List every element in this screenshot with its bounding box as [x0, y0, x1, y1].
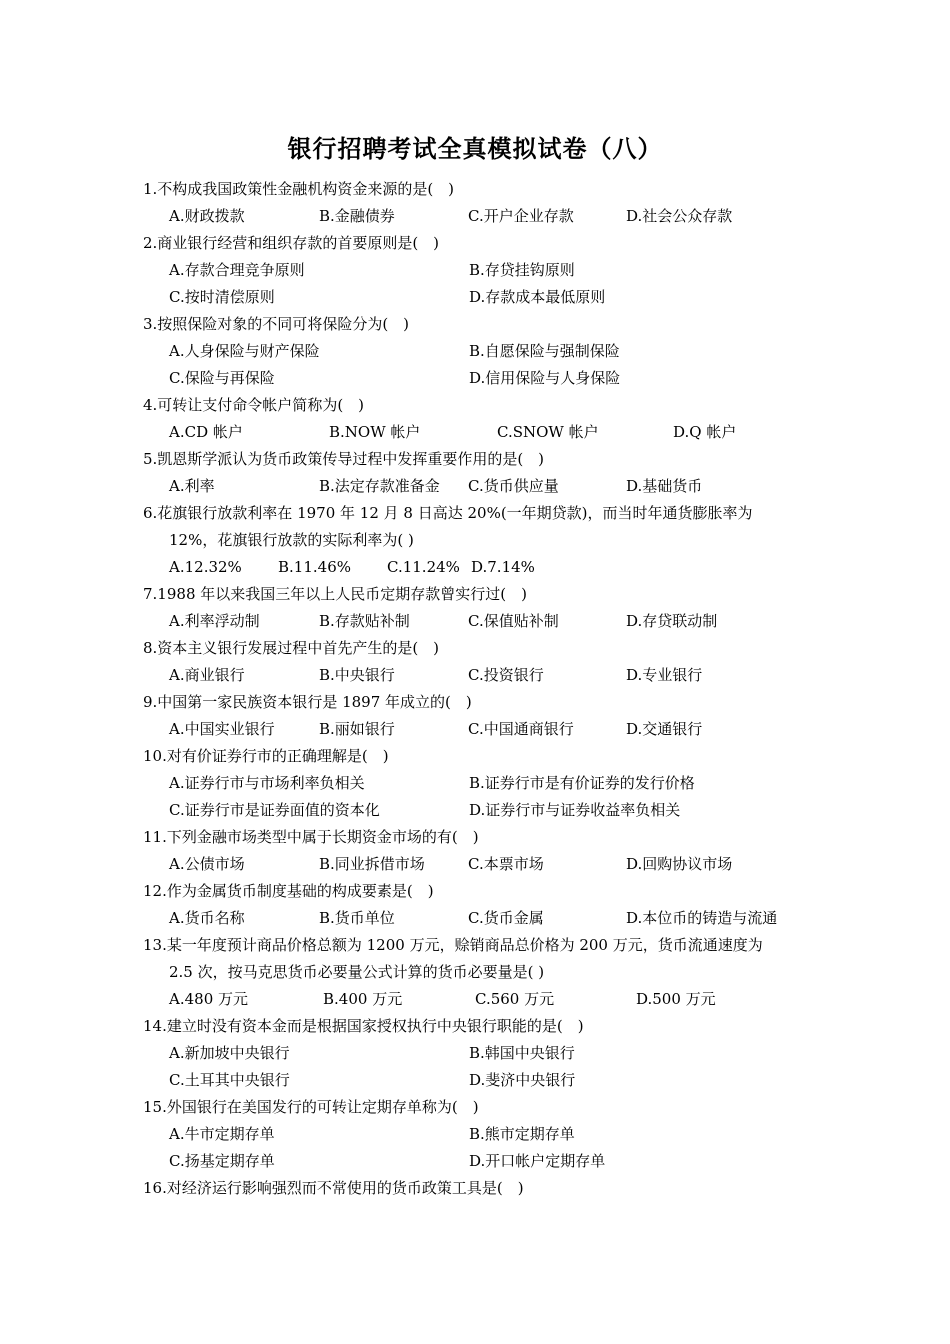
option-row: [143, 851, 823, 878]
question-stem: 3.按照保险对象的不同可将保险分为( ): [143, 315, 410, 333]
option-text: D.社会公众存款: [626, 207, 733, 225]
option-text: C.本票市场: [468, 855, 544, 873]
option-row: [143, 1121, 823, 1148]
option-text: B.NOW 帐户: [329, 423, 421, 441]
option-row: [143, 554, 823, 581]
option-text: A.CD 帐户: [169, 423, 243, 441]
option-text: C.开户企业存款: [468, 207, 574, 225]
option-text: C.保值贴补制: [468, 612, 559, 630]
option-row: [143, 1040, 823, 1067]
question-stem: 11.下列金融市场类型中属于长期资金市场的有( ): [143, 828, 479, 846]
option-text: B.11.46%: [278, 558, 351, 576]
option-text: C.货币金属: [468, 909, 544, 927]
option-text: B.法定存款准备金: [319, 477, 440, 495]
option-row: [143, 770, 823, 797]
option-row: [143, 986, 823, 1013]
question-stem: 9.中国第一家民族资本银行是 1897 年成立的( ): [143, 693, 472, 711]
question-stem: 6.花旗银行放款利率在 1970 年 12 月 8 日高达 20%(一年期贷款)，而当时年通货膨胀率为: [143, 504, 753, 522]
option-row: [143, 662, 823, 689]
option-text: C.按时清偿原则: [169, 288, 275, 306]
option-text: B.证券行市是有价证券的发行价格: [469, 774, 695, 792]
option-text: A.财政拨款: [169, 207, 245, 225]
option-row: [143, 473, 823, 500]
option-text: A.货币名称: [169, 909, 245, 927]
option-text: D.回购协议市场: [626, 855, 733, 873]
option-text: B.400 万元: [323, 990, 403, 1008]
option-text: A.证券行市与市场利率负相关: [169, 774, 365, 792]
question-stem: 10.对有价证券行市的正确理解是( ): [143, 747, 389, 765]
option-text: A.人身保险与财产保险: [169, 342, 320, 360]
option-text: D.本位币的铸造与流通: [626, 909, 778, 927]
page-title: 银行招聘考试全真模拟试卷（八）: [287, 134, 663, 163]
option-text: B.自愿保险与强制保险: [469, 342, 620, 360]
option-row: [143, 716, 823, 743]
option-text: C.土耳其中央银行: [169, 1071, 290, 1089]
option-text: D.开口帐户定期存单: [469, 1152, 606, 1170]
question-stem: 4.可转让支付命令帐户简称为( ): [143, 396, 365, 414]
option-text: C.扬基定期存单: [169, 1152, 275, 1170]
option-text: D.信用保险与人身保险: [469, 369, 621, 387]
question-stem: 15.外国银行在美国发行的可转让定期存单称为( ): [143, 1098, 479, 1116]
option-text: D.基础货币: [626, 477, 703, 495]
option-row: [143, 797, 823, 824]
question-stem: 14.建立时没有资本金而是根据国家授权执行中央银行职能的是( ): [143, 1017, 584, 1035]
option-text: A.利率浮动制: [169, 612, 260, 630]
option-text: A.利率: [169, 477, 215, 495]
option-row: [143, 905, 823, 932]
option-row: [143, 257, 823, 284]
option-text: B.同业拆借市场: [319, 855, 425, 873]
option-text: B.丽如银行: [319, 720, 395, 738]
question-list: [143, 176, 823, 1202]
question-stem: 5.凯恩斯学派认为货币政策传导过程中发挥重要作用的是( ): [143, 450, 545, 468]
option-text: B.韩国中央银行: [469, 1044, 575, 1062]
option-row: [143, 608, 823, 635]
option-text: B.中央银行: [319, 666, 395, 684]
question-stem: 16.对经济运行影响强烈而不常使用的货币政策工具是( ): [143, 1179, 524, 1197]
option-text: D.存款成本最低原则: [469, 288, 606, 306]
option-text: A.公债市场: [169, 855, 245, 873]
option-text: D.Q 帐户: [673, 423, 737, 441]
question-stem: 8.资本主义银行发展过程中首先产生的是( ): [143, 639, 440, 657]
option-text: A.牛市定期存单: [169, 1125, 275, 1143]
option-text: D.交通银行: [626, 720, 703, 738]
option-text: C.中国通商银行: [468, 720, 574, 738]
option-text: D.500 万元: [636, 990, 716, 1008]
option-text: C.货币供应量: [468, 477, 559, 495]
option-row: [143, 1148, 823, 1175]
option-text: C.保险与再保险: [169, 369, 275, 387]
question-stem: 13.某一年度预计商品价格总额为 1200 万元，赊销商品总价格为 200 万元，货币流通速度为: [143, 936, 763, 954]
option-text: B.熊市定期存单: [469, 1125, 575, 1143]
option-text: C.11.24%: [387, 558, 460, 576]
option-text: B.金融债券: [319, 207, 395, 225]
option-text: B.货币单位: [319, 909, 395, 927]
option-text: D.存贷联动制: [626, 612, 718, 630]
option-row: [143, 284, 823, 311]
option-text: A.新加坡中央银行: [169, 1044, 290, 1062]
option-row: [143, 365, 823, 392]
option-text: A.480 万元: [169, 990, 248, 1008]
option-text: C.投资银行: [468, 666, 544, 684]
option-text: D.斐济中央银行: [469, 1071, 576, 1089]
option-row: [143, 203, 823, 230]
option-text: D.7.14%: [471, 558, 535, 576]
option-text: B.存款贴补制: [319, 612, 410, 630]
question-stem: 12.作为金属货币制度基础的构成要素是( ): [143, 882, 434, 900]
option-text: A.12.32%: [169, 558, 242, 576]
option-row: [143, 338, 823, 365]
option-text: D.证券行市与证券收益率负相关: [469, 801, 681, 819]
option-row: [143, 419, 823, 446]
option-text: C.证券行市是证券面值的资本化: [169, 801, 380, 819]
option-text: C.SNOW 帐户: [497, 423, 599, 441]
question-stem: 7.1988 年以来我国三年以上人民币定期存款曾实行过( ): [143, 585, 527, 603]
question-stem-continuation: 2.5 次，按马克思货币必要量公式计算的货币必要量是( ): [169, 963, 545, 981]
option-text: B.存贷挂钩原则: [469, 261, 575, 279]
option-text: A.商业银行: [169, 666, 245, 684]
option-text: C.560 万元: [475, 990, 555, 1008]
option-row: [143, 1067, 823, 1094]
option-text: A.存款合理竞争原则: [169, 261, 305, 279]
question-stem: 2.商业银行经营和组织存款的首要原则是( ): [143, 234, 440, 252]
question-stem-continuation: 12%，花旗银行放款的实际利率为( ): [169, 531, 414, 549]
question-stem: 1.不构成我国政策性金融机构资金来源的是( ): [143, 180, 455, 198]
option-text: D.专业银行: [626, 666, 703, 684]
option-text: A.中国实业银行: [169, 720, 275, 738]
